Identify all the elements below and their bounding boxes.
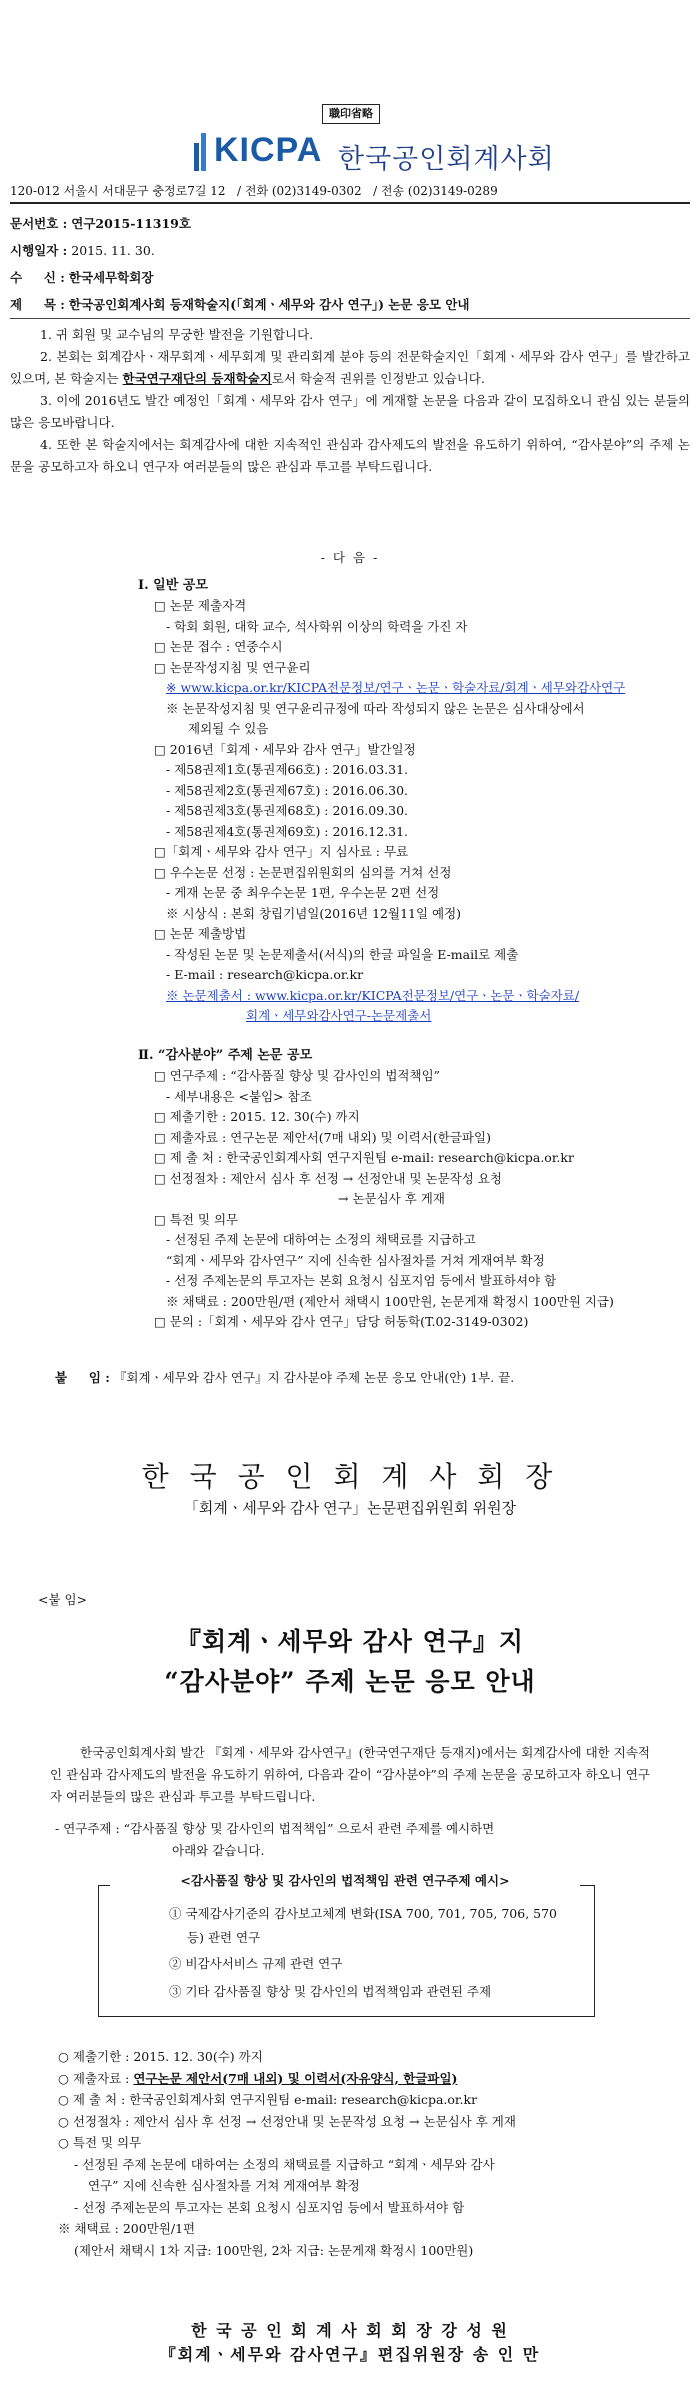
s1-line: - 작성된 논문 및 논문제출서(서식)의 한글 파일을 E-mail로 제출 <box>166 946 519 962</box>
s2-line: □ 연구주제 : “감사품질 향상 및 감사인의 법적책임” <box>154 1068 441 1083</box>
paragraph-2 <box>10 346 690 390</box>
annex-line: - 선정 주제논문의 투고자는 본회 요청시 심포지엄 등에서 발표하셔야 함 <box>74 2199 465 2215</box>
s1-line: - 제58권제1호(통권제66호) : 2016.03.31. <box>166 762 409 777</box>
topic-example-box-title: <감사품질 향상 및 감사인의 법적책임 관련 연구주제 예시> <box>110 1871 580 1889</box>
annex-line: 연구” 지에 신속한 심사절차를 거쳐 게재여부 확정 <box>88 2178 360 2193</box>
paragraph-1: 1. 귀 회원 및 교수님의 무궁한 발전을 기원합니다. <box>40 327 314 342</box>
s2-line: → 논문심사 후 게재 <box>338 1191 445 1206</box>
box-item: ③ 기타 감사품질 향상 및 감사인의 법적책임과 관련된 주제 <box>169 1984 492 1999</box>
s1-line: - 제58권제4호(통권제69호) : 2016.12.31. <box>166 823 409 839</box>
box-item: ① 국제감사기준의 감사보고체계 변화(ISA 700, 701, 705, 706, 570 <box>169 1906 558 1921</box>
fax: / 전송 (02)3149-0289 <box>373 184 498 198</box>
seal-stamp: 職印省略 <box>322 104 380 124</box>
s1-line: - 학회 회원, 대학 교수, 석사학위 이상의 학력을 가진 자 <box>166 618 468 634</box>
final-signature-2: 『회계ㆍ세무와 감사연구』편집위원장 송 인 만 <box>159 2345 541 2364</box>
annex-list <box>58 2046 678 2261</box>
section-1-title: Ⅰ. 일반 공모 <box>138 578 208 593</box>
annex-line: - 선정된 주제 논문에 대하여는 소정의 채택료를 지급하고 “회계ㆍ세무와 감사 <box>74 2156 495 2172</box>
s1-line: □ 우수논문 선정 : 논문편집위원회의 심의를 거쳐 선정 <box>154 864 452 880</box>
annex-intro-text: 한국공인회계사회 발간 『회계ㆍ세무와 감사연구』(한국연구재단 등재지)에서는 회계감사에 대한 지속적인 관심과 감사제도의 발전을 유도하기 위하여, 다음과 같이 “감사분야”의 주제 논문을 공모하고자 하오니 연구자 여러분들의 많은 관심과 투고를 부탁드립니다. <box>50 1745 650 1804</box>
s1-line: □ 2016년「회계ㆍ세무와 감사 연구」발간일정 <box>154 741 416 757</box>
annex-line: ○ 특전 및 의무 <box>58 2135 142 2150</box>
s1-line: □「회계ㆍ세무와 감사 연구」지 심사료 : 무료 <box>154 844 409 859</box>
s1-line: □ 논문작성지침 및 연구윤리 <box>154 659 311 675</box>
s1-line: - 제58권제2호(통권제67호) : 2016.06.30. <box>166 782 409 798</box>
annex-line-label: ○ 제출자료 : <box>58 2070 130 2086</box>
s1-line: □ 논문 접수 : 연중수시 <box>154 639 283 654</box>
s2-line: □ 문의 :「회계ㆍ세무와 감사 연구」담당 허동학(T.02-3149-0302) <box>154 1314 529 1329</box>
final-signature-1: 한 국 공 인 회 계 사 회 회 장 강 성 원 <box>191 2321 509 2340</box>
doc-number-label: 문서번호 : <box>10 216 68 231</box>
s2-line: □ 특전 및 의무 <box>154 1211 239 1227</box>
s1-line: ※ 논문작성지침 및 연구윤리규정에 따라 작성되지 않은 논문은 심사대상에서 <box>166 700 585 716</box>
signature-committee: 「회계ㆍ세무와 감사 연구」논문편집위원회 위원장 <box>183 1500 517 1517</box>
guideline-link[interactable]: ※ www.kicpa.or.kr/KICPA전문정보/연구ㆍ논문ㆍ학술자료/회계ㆍ세무와감사연구 <box>166 680 626 695</box>
recipient: 한국세무학회장 <box>68 270 154 285</box>
box-item: ② 비감사서비스 규제 관련 연구 <box>169 1956 343 1971</box>
annex-line: (제안서 채택시 1차 지급: 100만원, 2차 지급: 논문게재 확정시 100만원) <box>74 2242 474 2258</box>
s2-line: - 세부내용은 <붙임> 참조 <box>166 1088 312 1104</box>
section-1-list <box>138 596 698 1027</box>
phone: / 전화 (02)3149-0302 <box>237 184 362 198</box>
s1-line: □ 논문 제출방법 <box>154 926 247 941</box>
date-label: 시행일자 : <box>10 243 68 258</box>
annex-title-2: “감사분야” 주제 논문 응모 안내 <box>164 1667 536 1696</box>
address-line <box>10 182 690 199</box>
submission-form-link-cont[interactable]: 회계ㆍ세무와감사연구-논문제출서 <box>246 1008 432 1023</box>
annex-topic-1: - 연구주제 : “감사품질 향상 및 감사인의 법적책임” 으로서 관련 주제를 예시하면 <box>55 1821 495 1836</box>
annex-line: ○ 제 출 처 : 한국공인회계사회 연구지원팀 e-mail: research@kicpa.or.kr <box>58 2092 478 2107</box>
s1-line: ※ 시상식 : 본회 창립기념일(2016년 12월11일 예정) <box>166 905 462 921</box>
subject-divider <box>10 318 690 319</box>
paragraph-2-tail: 로서 학술적 권위를 인정받고 있습니다. <box>271 371 485 386</box>
logo-korean-name: 한국공인회계사회 <box>338 144 555 174</box>
annex-line: ○ 선정절차 : 제안서 심사 후 선정 → 선정안내 및 논문작성 요청 → 논문심사 후 게재 <box>58 2113 516 2129</box>
recipient-label: 수 신 : <box>10 270 65 285</box>
section-2-title: Ⅱ. “감사분야” 주제 논문 공모 <box>138 1048 313 1063</box>
annex-line-materials <box>58 2068 678 2090</box>
doc-number-row <box>10 214 191 232</box>
annex-intro <box>50 1742 650 1808</box>
s1-line: □ 논문 제출자격 <box>154 598 247 613</box>
paragraph-3: 3. 이에 2016년도 발간 예정인「회계ㆍ세무와 감사 연구」에 게재할 논문을 다음과 같이 모집하오니 관심 있는 분들의 많은 응모바랍니다. <box>10 393 690 430</box>
date-row <box>10 241 155 259</box>
annex-topic-2: 아래와 같습니다. <box>172 1843 265 1858</box>
s2-line: - 선정된 주제 논문에 대하여는 소정의 채택료를 지급하고 <box>166 1232 476 1247</box>
signature-org: 한 국 공 인 회 계 사 회 장 <box>141 1460 559 1493</box>
s1-line: - 제58권제3호(통권제68호) : 2016.09.30. <box>166 803 409 818</box>
subject: 한국공인회계사회 등재학술지(「회계ㆍ세무와 감사 연구」) 논문 응모 안내 <box>68 297 470 312</box>
s1-line: 제외될 수 있음 <box>188 721 269 736</box>
s2-line: ※ 채택료 : 200만원/편 (제안서 채택시 100만원, 논문게재 확정시 100만원 지급) <box>166 1293 614 1309</box>
annex-title-1: 『회계ㆍ세무와 감사 연구』지 <box>175 1627 525 1656</box>
s1-line: - 게재 논문 중 최우수논문 1편, 우수논문 2편 선정 <box>166 885 440 900</box>
kicpa-logo-icon <box>190 133 210 171</box>
attachment-text: 『회계ㆍ세무와 감사 연구』지 감사분야 주제 논문 응모 안내(안) 1부. 끝. <box>113 1370 515 1385</box>
attachment-label: 붙 임 : <box>55 1370 110 1385</box>
box-item: 등) 관련 연구 <box>187 1930 261 1945</box>
s1-line: - E-mail : research@kicpa.or.kr <box>166 967 364 982</box>
submission-form-link[interactable]: ※ 논문제출서 : www.kicpa.or.kr/KICPA전문정보/연구ㆍ논문ㆍ학술자료/ <box>166 987 580 1003</box>
recipient-row <box>10 268 153 286</box>
attachment-row <box>55 1368 514 1386</box>
annex-line-materials-text: 연구논문 제안서(7매 내외) 및 이력서(자유양식, 한글파일) <box>133 2070 458 2086</box>
address: 120-012 서울시 서대문구 충정로7길 12 <box>10 184 226 198</box>
s2-line: □ 선정절차 : 제안서 심사 후 선정 → 선정안내 및 논문작성 요청 <box>154 1170 502 1186</box>
date: 2015. 11. 30. <box>71 243 155 258</box>
da-eum-heading: - 다 음 - <box>320 550 380 565</box>
s2-line: □ 제출자료 : 연구논문 제안서(7매 내외) 및 이력서(한글파일) <box>154 1129 491 1145</box>
topic-example-box <box>98 1885 595 2017</box>
subject-label: 제 목 : <box>10 297 65 312</box>
paragraph-4: 4. 또한 본 학술지에서는 회계감사에 대한 지속적인 관심과 감사제도의 발전을 유도하기 위하여, “감사분야”의 주제 논문을 공모하고자 하오니 연구자 여러분들의 많은 관심과 투고를 부탁드립니다. <box>10 437 690 474</box>
section-2-list <box>138 1066 698 1333</box>
annex-line: ※ 채택료 : 200만원/1편 <box>58 2221 196 2236</box>
paragraph-2-text: 2. 본회는 회계감사ㆍ재무회계ㆍ세무회계 및 관리회계 분야 등의 전문학술지인「회계ㆍ세무와 감사 연구」를 발간하고 있으며, 본 학술지는 <box>10 349 690 386</box>
s2-line: □ 제 출 처 : 한국공인회계사회 연구지원팀 e-mail: research@kicpa.or.kr <box>154 1150 574 1165</box>
annex-line: ○ 제출기한 : 2015. 12. 30(수) 까지 <box>58 2049 263 2064</box>
logo-wordmark: KICPA <box>214 131 323 169</box>
paragraph-2-underline: 한국연구재단의 등재학술지 <box>122 371 272 386</box>
annex-label: <붙 임> <box>38 1592 88 1607</box>
s2-line: “회계ㆍ세무와 감사연구” 지에 신속한 심사절차를 거쳐 게재여부 확정 <box>166 1252 545 1268</box>
body-text <box>10 324 690 478</box>
subject-row <box>10 295 470 313</box>
doc-number: 연구2015-11319호 <box>71 216 191 231</box>
header-divider <box>10 202 690 204</box>
s2-line: □ 제출기한 : 2015. 12. 30(수) 까지 <box>154 1109 360 1124</box>
s2-line: - 선정 주제논문의 투고자는 본회 요청시 심포지엄 등에서 발표하셔야 함 <box>166 1273 557 1288</box>
